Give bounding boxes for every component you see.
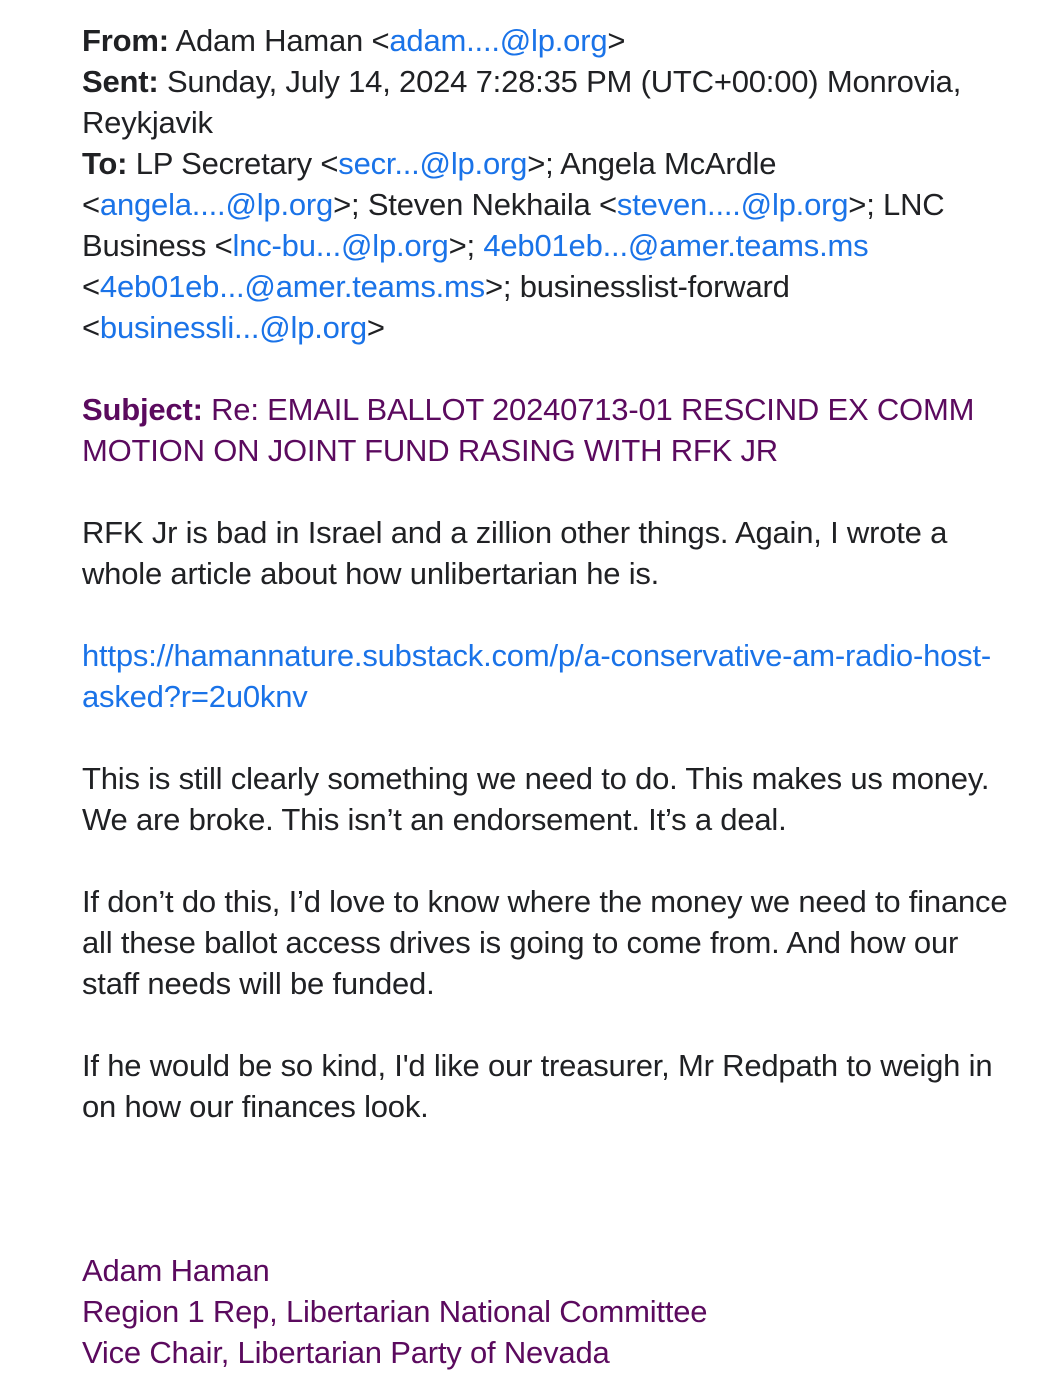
- subject-value: Re: EMAIL BALLOT 20240713-01 RESCIND EX COMM MOTION ON JOINT FUND RASING WITH RFK JR: [82, 392, 975, 468]
- to-line: [82, 143, 1017, 348]
- to-recipient-4-email[interactable]: lnc-bu...@lp.org: [232, 228, 449, 263]
- from-bracket: >: [607, 23, 626, 58]
- to-recipient-1-prefix: LP Secretary <: [135, 146, 339, 181]
- to-recipient-3-prefix: Steven Nekhaila <: [367, 187, 617, 222]
- to-recipient-6-suffix: >;: [484, 269, 520, 304]
- from-label: From:: [82, 23, 169, 58]
- subject-line: [82, 389, 1017, 471]
- body-paragraph-3: If don’t do this, I’d love to know where the money we need to finance all these ballot access drives is going to come from. And how our staff needs will be funded.: [82, 884, 1008, 1001]
- to-recipient-3-email[interactable]: steven....@lp.org: [616, 187, 849, 222]
- signature-name: Adam Haman: [82, 1253, 270, 1288]
- to-recipient-7-email[interactable]: businessli...@lp.org: [99, 310, 367, 345]
- to-recipient-7-suffix: >: [366, 310, 385, 345]
- article-link-paragraph: [82, 635, 1017, 717]
- subject-label: Subject:: [82, 392, 203, 427]
- to-recipient-2-email[interactable]: angela....@lp.org: [99, 187, 334, 222]
- email-message: [82, 20, 1017, 1373]
- to-recipient-6-prefix: <: [82, 269, 100, 304]
- signature-block: [82, 1250, 1017, 1373]
- article-link[interactable]: https://hamannature.substack.com/p/a-conservative-am-radio-host-asked?r=2u0knv: [82, 638, 991, 714]
- from-email-link[interactable]: adam....@lp.org: [389, 23, 608, 58]
- to-recipient-7-prefix: businesslist-forward <: [82, 269, 790, 345]
- to-recipient-4-prefix: LNC Business <: [82, 187, 945, 263]
- body-paragraph-1: RFK Jr is bad in Israel and a zillion other things. Again, I wrote a whole article about how unlibertarian he is.: [82, 515, 948, 591]
- to-recipient-5-name-link[interactable]: 4eb01eb...@amer.teams.ms: [483, 228, 869, 263]
- sent-value: Sunday, July 14, 2024 7:28:35 PM (UTC+00:00) Monrovia, Reykjavik: [82, 64, 962, 140]
- sent-line: [82, 61, 1017, 143]
- to-recipient-1-email[interactable]: secr...@lp.org: [338, 146, 528, 181]
- to-label: To:: [82, 146, 128, 181]
- to-recipient-6-email[interactable]: 4eb01eb...@amer.teams.ms: [99, 269, 485, 304]
- from-line: [82, 20, 1017, 61]
- sent-label: Sent:: [82, 64, 159, 99]
- body-paragraph-4: If he would be so kind, I'd like our treasurer, Mr Redpath to weigh in on how our finances look.: [82, 1048, 993, 1124]
- signature-title-2: Vice Chair, Libertarian Party of Nevada: [82, 1335, 610, 1370]
- from-name: Adam Haman <: [175, 23, 390, 58]
- to-recipient-2-prefix: Angela McArdle <: [82, 146, 777, 222]
- to-recipient-3-suffix: >;: [848, 187, 884, 222]
- to-recipient-2-suffix: >;: [333, 187, 368, 222]
- to-recipient-1-suffix: >;: [527, 146, 561, 181]
- body-paragraph-2: This is still clearly something we need to do. This makes us money. We are broke. This isn’t an endorsement. It’s a deal.: [82, 761, 990, 837]
- to-recipient-4-suffix: >;: [448, 228, 484, 263]
- signature-title-1: Region 1 Rep, Libertarian National Committee: [82, 1294, 708, 1329]
